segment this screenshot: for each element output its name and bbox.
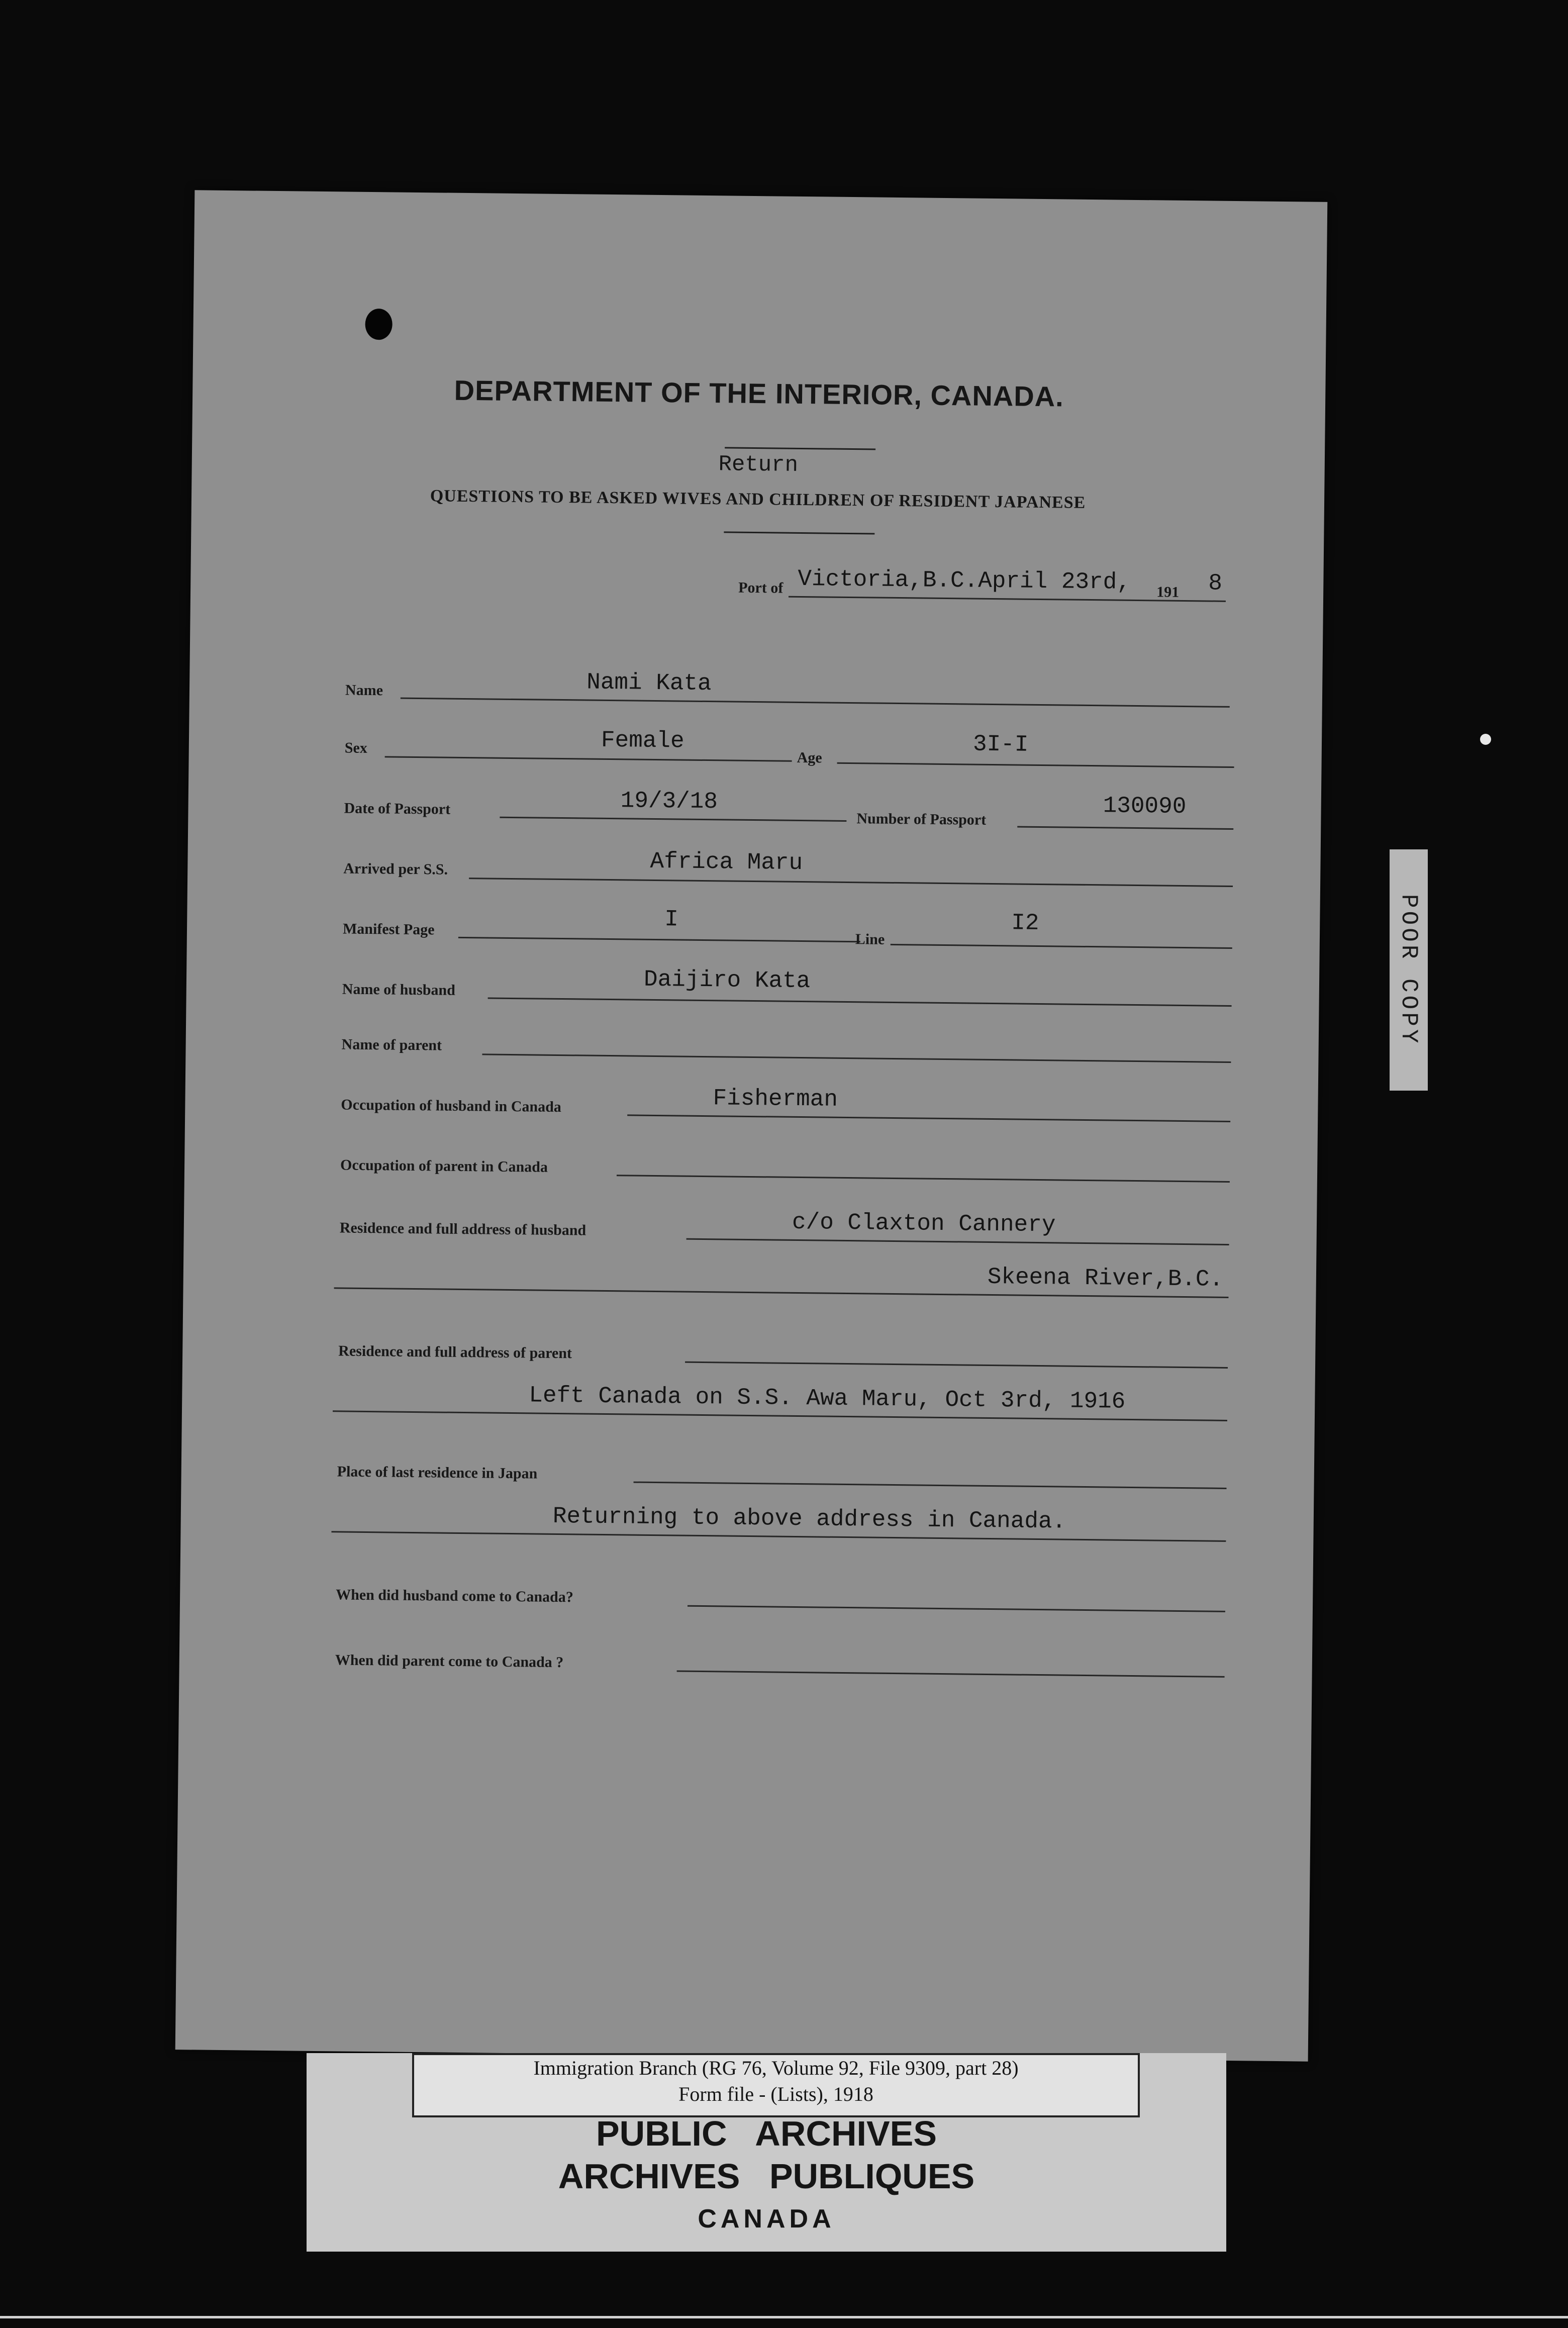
name-line bbox=[401, 698, 1230, 708]
last-residence-japan-line-2 bbox=[331, 1531, 1226, 1542]
date-of-passport-label: Date of Passport bbox=[344, 800, 451, 818]
number-of-passport-label: Number of Passport bbox=[856, 810, 987, 828]
name-label: Name bbox=[345, 682, 383, 699]
last-residence-japan-line-1 bbox=[634, 1482, 1227, 1489]
last-residence-japan-label: Place of last residence in Japan bbox=[337, 1463, 538, 1482]
archive-line-3: CANADA bbox=[698, 2204, 835, 2234]
residence-husband-label: Residence and full address of husband bbox=[339, 1219, 586, 1239]
sex-value: Female bbox=[601, 727, 684, 754]
archive-reference-line-1: Immigration Branch (RG 76, Volume 92, File 9309, part 28) bbox=[533, 2057, 1019, 2079]
age-label: Age bbox=[797, 749, 822, 766]
name-of-husband-line bbox=[488, 997, 1232, 1006]
husband-came-label: When did husband come to Canada? bbox=[336, 1586, 573, 1606]
arrived-per-label: Arrived per S.S. bbox=[343, 860, 448, 878]
number-of-passport-value: 130090 bbox=[1103, 793, 1187, 820]
light-spot bbox=[1480, 734, 1491, 745]
poor-copy-text: POOR COPY bbox=[1396, 894, 1422, 1046]
year-suffix: 8 bbox=[1208, 570, 1223, 597]
form-subtitle: QUESTIONS TO BE ASKED WIVES AND CHILDREN OF RESIDENT JAPANESE bbox=[430, 487, 1086, 512]
line-line bbox=[891, 944, 1232, 949]
form-sheet bbox=[175, 190, 1328, 2061]
sex-line bbox=[385, 756, 792, 761]
husband-came-line bbox=[688, 1605, 1225, 1612]
occupation-husband-value: Fisherman bbox=[713, 1085, 838, 1113]
name-of-husband-label: Name of husband bbox=[342, 981, 456, 999]
port-value: Victoria,B.C.April 23rd, bbox=[798, 565, 1131, 596]
last-residence-japan-value-2: Returning to above address in Canada. bbox=[552, 1503, 1066, 1535]
occupation-parent-line bbox=[617, 1175, 1230, 1183]
return-word: Return bbox=[718, 452, 799, 478]
name-of-parent-label: Name of parent bbox=[341, 1036, 442, 1054]
residence-parent-label: Residence and full address of parent bbox=[338, 1342, 572, 1362]
parent-came-label: When did parent come to Canada ? bbox=[335, 1652, 564, 1671]
form-title: DEPARTMENT OF THE INTERIOR, CANADA. bbox=[454, 374, 1064, 413]
residence-husband-line-1 bbox=[687, 1238, 1229, 1245]
name-of-parent-line bbox=[482, 1053, 1231, 1063]
occupation-husband-line bbox=[627, 1114, 1230, 1122]
residence-parent-value-2: Left Canada on S.S. Awa Maru, Oct 3rd, 1916 bbox=[529, 1382, 1126, 1415]
line-value: I2 bbox=[1011, 910, 1039, 936]
archive-reference-box bbox=[412, 2053, 1140, 2117]
bottom-edge-rule bbox=[0, 2316, 1568, 2318]
number-of-passport-line bbox=[1017, 826, 1233, 830]
archive-line-2: ARCHIVES PUBLIQUES bbox=[558, 2157, 975, 2196]
archive-reference-line-2: Form file - (Lists), 1918 bbox=[678, 2083, 873, 2105]
sex-label: Sex bbox=[344, 739, 368, 756]
name-value: Nami Kata bbox=[586, 669, 712, 697]
punch-hole bbox=[365, 309, 393, 340]
line-label: Line bbox=[855, 931, 885, 948]
occupation-husband-label: Occupation of husband in Canada bbox=[341, 1096, 562, 1116]
age-line bbox=[837, 762, 1234, 768]
residence-husband-value-1: c/o Claxton Cannery bbox=[792, 1209, 1056, 1238]
age-value: 3I-I bbox=[972, 731, 1029, 758]
manifest-page-label: Manifest Page bbox=[342, 920, 435, 938]
title-rule bbox=[725, 447, 875, 450]
archive-line-1: PUBLIC ARCHIVES bbox=[596, 2114, 937, 2153]
residence-husband-value-2: Skeena River,B.C. bbox=[987, 1264, 1224, 1293]
archive-stamp bbox=[307, 2053, 1226, 2252]
arrived-per-value: Africa Maru bbox=[650, 848, 803, 877]
parent-came-line bbox=[677, 1671, 1225, 1678]
year-prefix: 191 bbox=[1156, 584, 1180, 601]
manifest-page-line bbox=[458, 937, 860, 942]
date-of-passport-line bbox=[500, 817, 846, 822]
arrived-per-line bbox=[469, 878, 1233, 887]
occupation-parent-label: Occupation of parent in Canada bbox=[340, 1156, 548, 1176]
subtitle-rule bbox=[724, 531, 874, 534]
name-of-husband-value: Daijiro Kata bbox=[643, 966, 811, 995]
date-of-passport-value: 19/3/18 bbox=[620, 788, 718, 815]
manifest-page-value: I bbox=[664, 906, 679, 933]
port-label: Port of bbox=[738, 579, 783, 597]
poor-copy-label bbox=[1390, 849, 1428, 1091]
residence-parent-line-1 bbox=[685, 1362, 1228, 1369]
